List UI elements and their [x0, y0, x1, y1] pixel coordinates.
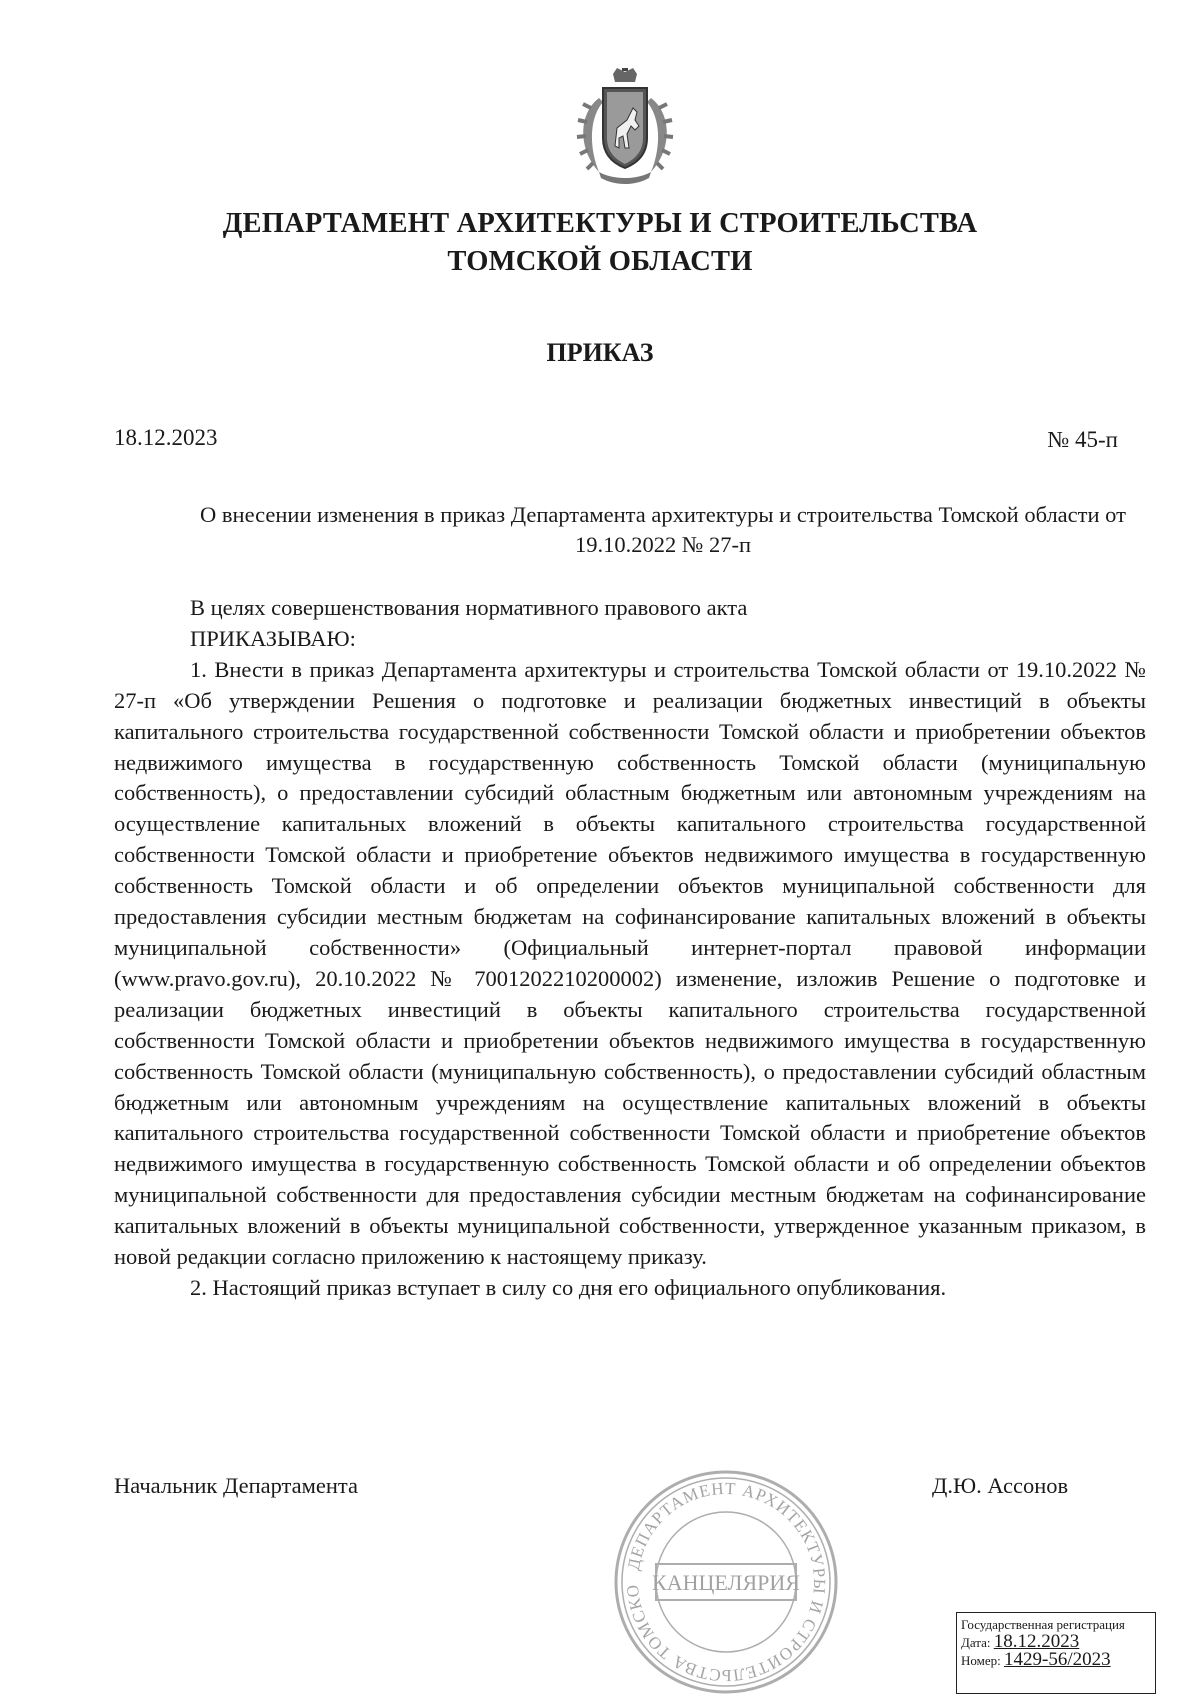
coat-of-arms-emblem	[569, 68, 681, 186]
order-date: 18.12.2023	[114, 425, 218, 450]
stamp-center-text: КАНЦЕЛЯРИЯ	[652, 1570, 800, 1595]
order-body	[114, 593, 1146, 1304]
body-item-1: 1. Внести в приказ Департамента архитектуры и строительства Томской области от 19.10.2022 № 27-п «Об утверждении Решения о подготовке и реализации бюджетных инвестиций в объекты капитального строительства государственной собственности Томской области и приобретении объектов недвижимого имущества в государственную собственность Томской области (муниципальную собственность), о предоставлении субсидий областным бюджетным или автономным учреждениям на осуществление капитальных вложений в объекты капитального строительства государственной собственности Томской области и приобретение объектов недвижимого имущества в государственную собственность Томской области и об определении объектов муниципальной собственности для предоставления субсидии местным бюджетам на софинансирование капитальных вложений в объекты муниципальной собственности» (Официальный интернет-портал правовой информации (www.pravo.gov.ru), 20.10.2022 № 7001202210200002) изменение, изложив Решение о подготовке и реализации бюджетных инвестиций в объекты капитального строительства государственной собственности Томской области и приобретении объектов недвижимого имущества в государственную собственность Томской области (муниципальную собственность), о предоставлении субсидий областным бюджетным или автономным учреждениям на осуществление капитальных вложений в объекты капитального строительства государственной собственности Томской области и приобретение объектов недвижимого имущества в государственную собственность Томской области и об определении объектов муниципальной собственности для предоставления субсидии местным бюджетам на софинансирование капитальных вложений в объекты муниципальной собственности, утвержденное указанным приказом, в новой редакции согласно приложению к настоящему приказу.	[114, 656, 1146, 1270]
stamp-ring-text: ДЕПАРТАМЕНТ АРХИТЕКТУРЫ И СТРОИТЕЛЬСТВА ТОМСКО	[622, 1478, 830, 1686]
body-intro: В целях совершенствования нормативного правового акта	[190, 595, 748, 620]
registration-number-label: Номер:	[961, 1653, 1001, 1668]
department-name	[0, 205, 1200, 281]
document-type-title: ПРИКАЗ	[546, 338, 654, 367]
registration-title: Государственная регистрация	[961, 1617, 1125, 1632]
signatory-name: Д.Ю. Ассонов	[932, 1473, 1069, 1498]
body-order-word: ПРИКАЗЫВАЮ:	[190, 625, 356, 651]
order-subject: О внесении изменения в приказ Департамента архитектуры и строительства Томской области от 19.10.2022 № 27-п	[200, 502, 1126, 557]
registration-date-label: Дата:	[961, 1635, 991, 1650]
department-name-line2: ТОМСКОЙ ОБЛАСТИ	[447, 246, 753, 277]
stamp-seal-icon	[612, 1468, 840, 1696]
order-number: № 45-п	[1047, 427, 1118, 452]
registration-number-value: 1429-56/2023	[1004, 1649, 1111, 1670]
registration-box	[956, 1612, 1156, 1694]
body-item-2: 2. Настоящий приказ вступает в силу со дня его официального опубликования.	[190, 1274, 947, 1300]
signatory-position: Начальник Департамента	[114, 1473, 359, 1498]
department-name-line1: ДЕПАРТАМЕНТ АРХИТЕКТУРЫ И СТРОИТЕЛЬСТВА	[222, 208, 978, 239]
office-stamp	[612, 1468, 840, 1696]
registration-date-value: 18.12.2023	[993, 1631, 1080, 1652]
coat-of-arms-icon	[569, 68, 681, 186]
